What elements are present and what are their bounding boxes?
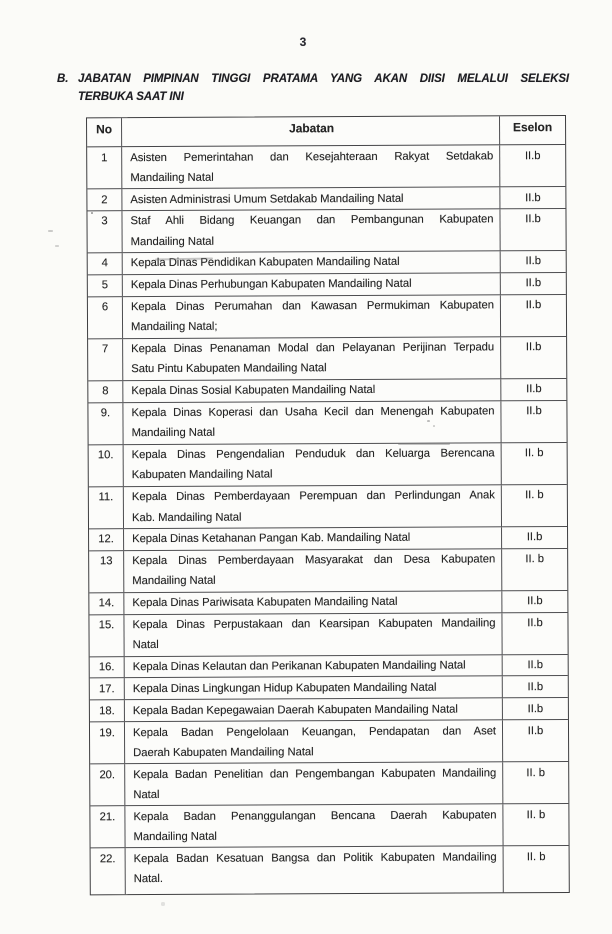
row-number-cell: 6: [101, 301, 109, 314]
eselon-cell: II.b: [525, 299, 542, 312]
table-row: [90, 761, 568, 805]
section-heading-line-1: JABATAN PIMPINAN TINGGI PRATAMA YANG AKAN DIISI MELALUI SELEKSI: [78, 73, 569, 85]
row-number-cell: 12.: [98, 533, 114, 546]
eselon-cell: II.b: [527, 681, 544, 694]
jabatan-cell: [124, 720, 503, 763]
table-header-row: [87, 116, 565, 147]
row-number-cell: 19.: [99, 726, 115, 739]
table-row: [88, 400, 566, 444]
jabatan-cell: [123, 591, 502, 614]
row-number-cell: 18.: [99, 704, 115, 718]
column-header-no: No: [96, 122, 113, 137]
table-row: [88, 272, 566, 296]
jabatan-cell: [124, 655, 503, 678]
jabatan-line: Kepala Badan Pengelolaan Keuangan, Pendapatan dan Aset: [132, 724, 497, 739]
table-row: [90, 803, 568, 847]
jabatan-line: Satu Pintu Kabupaten Mandailing Natal: [131, 362, 327, 376]
jabatan-line: Kepala Dinas Koperasi dan Usaha Kecil dan Menengah Kabupaten: [131, 405, 495, 420]
section-heading-line-2: TERBUKA SAAT INI: [78, 90, 184, 103]
jabatan-cell: [122, 251, 501, 274]
row-number-cell: 20.: [99, 768, 116, 781]
scan-smudge: [398, 443, 450, 445]
jabatan-line: Kepala Dinas Perpustakaan dan Kearsipan Kabupaten Mandailing: [132, 617, 496, 632]
table-row: [87, 186, 565, 210]
eselon-cell: II.b: [527, 724, 544, 737]
jabatan-line: Natal: [132, 639, 159, 652]
jabatan-line: Natal: [133, 788, 160, 802]
table-row: [89, 442, 567, 486]
jabatan-line: Kabupaten Mandailing Natal: [131, 468, 273, 482]
jabatan-line: Kepala Dinas Pengendalian Penduduk dan Keluarga Berencana: [131, 447, 495, 462]
jabatan-cell: [121, 209, 500, 252]
eselon-cell: II.b: [525, 191, 541, 204]
jabatan-line: Kepala Badan Kepegawaian Daerah Kabupaten Mandailing Natal: [132, 703, 458, 717]
jabatan-line: Kepala Dinas Penanaman Modal dan Pelayanan Perijinan Terpadu: [131, 341, 495, 356]
row-number-cell: 9.: [100, 407, 111, 420]
table-row: [89, 548, 567, 592]
page-number: 3: [299, 35, 307, 49]
scan-speck: [161, 902, 165, 906]
eselon-cell: II.b: [526, 405, 542, 418]
row-number-cell: 7: [101, 343, 109, 356]
eselon-cell: II.b: [525, 341, 542, 354]
eselon-cell: II. b: [525, 553, 544, 566]
jabatan-line: Kepala Dinas Ketahanan Pangan Kab. Mandailing Natal: [132, 532, 411, 546]
section-heading: [57, 71, 569, 106]
jabatan-line: Kepala Dinas Sosial Kabupaten Mandailing Natal: [131, 384, 376, 398]
jabatan-cell: [124, 805, 503, 848]
column-header-jabatan: Jabatan: [121, 116, 500, 146]
eselon-cell: II. b: [526, 766, 546, 779]
eselon-cell: II.b: [525, 213, 541, 226]
jabatan-line: Kepala Badan Penelitian dan Pengembangan Kabupaten Mandailing: [133, 766, 497, 781]
jabatan-line: Daerah Kabupaten Mandailing Natal: [133, 746, 314, 759]
eselon-cell: II.b: [524, 149, 541, 162]
row-number-cell: 2: [101, 193, 108, 206]
jabatan-line: Mandailing Natal: [130, 171, 214, 184]
positions-table: [86, 115, 570, 896]
eselon-cell: II.b: [525, 255, 541, 268]
row-number-cell: 21.: [99, 810, 116, 823]
jabatan-line: Kepala Dinas Lingkungan Hidup Kabupaten Mandailing Natal: [132, 681, 437, 696]
table-row: [89, 590, 567, 614]
table-row: [90, 719, 568, 763]
jabatan-line: Mandailing Natal: [132, 575, 216, 588]
jabatan-cell: [123, 485, 502, 528]
jabatan-cell: [121, 187, 500, 210]
jabatan-line: Kepala Dinas Pendidikan Kabupaten Mandailing Natal: [130, 256, 400, 270]
scan-speck: [427, 420, 430, 422]
table-row: [89, 612, 567, 656]
table-row: [88, 378, 566, 402]
jabatan-cell: [123, 549, 502, 592]
jabatan-line: Kepala Dinas Perhubungan Kabupaten Mandailing Natal: [130, 278, 412, 292]
scan-speck: [91, 212, 93, 214]
jabatan-line: Natal.: [133, 873, 163, 886]
table-row: [89, 526, 567, 550]
row-number-cell: 15.: [98, 619, 115, 632]
table-row: [88, 250, 566, 274]
scan-speck: [433, 425, 435, 427]
eselon-cell: II.b: [526, 531, 543, 544]
column-header-eselon: Eselon: [512, 120, 553, 135]
section-heading-text: [78, 71, 569, 106]
eselon-cell: II.b: [527, 659, 543, 672]
jabatan-line: Kepala Badan Kesatuan Bangsa dan Politik Kabupaten Mandailing: [133, 851, 497, 865]
jabatan-line: Staf Ahli Bidang Keuangan dan Pembangunan Kabupaten: [130, 213, 494, 228]
eselon-cell: II. b: [524, 447, 544, 460]
jabatan-line: Asisten Pemerintahan dan Kesejahteraan Rakyat Setdakab: [130, 149, 494, 164]
eselon-cell: II.b: [525, 277, 542, 290]
jabatan-cell: [122, 295, 501, 338]
row-number-cell: 8: [102, 385, 109, 398]
jabatan-line: Kepala Dinas Kelautan dan Perikanan Kabupaten Mandailing Natal: [132, 659, 466, 674]
row-number-cell: 13: [99, 555, 113, 568]
table-row: [89, 484, 567, 528]
table-row: [91, 845, 569, 894]
eselon-cell: II. b: [526, 808, 546, 821]
jabatan-line: Kepala Dinas Perumahan dan Kawasan Permukiman Kabupaten: [130, 299, 494, 314]
row-number-cell: 3: [101, 215, 108, 228]
table-row: [90, 675, 568, 699]
jabatan-line: Mandailing Natal;: [131, 321, 218, 334]
jabatan-cell: [123, 527, 502, 550]
eselon-cell: II. b: [525, 489, 544, 502]
jabatan-line: Kepala Dinas Pemberdayaan Perempuan dan Perlindungan Anak: [131, 489, 495, 504]
jabatan-cell: [122, 379, 501, 402]
row-number-cell: 11.: [98, 491, 114, 504]
jabatan-cell: [121, 145, 500, 188]
jabatan-line: Kepala Badan Penanggulangan Bencana Daerah Kabupaten: [133, 809, 497, 823]
jabatan-line: Mandailing Natal: [131, 427, 215, 440]
row-number-cell: 1: [101, 151, 108, 164]
jabatan-cell: [124, 699, 503, 722]
jabatan-cell: [124, 762, 503, 805]
table-row: [88, 294, 566, 338]
jabatan-line: Asisten Administrasi Umum Setdakab Mandailing Natal: [130, 192, 404, 206]
eselon-cell: II.b: [526, 383, 542, 396]
jabatan-line: Mandailing Natal: [130, 235, 215, 248]
jabatan-line: Kepala Dinas Pariwisata Kabupaten Mandailing Natal: [132, 596, 398, 610]
jabatan-cell: [123, 613, 502, 656]
row-number-cell: 17.: [98, 683, 115, 696]
row-number-cell: 14.: [98, 597, 115, 610]
scan-speck: [55, 245, 59, 247]
table-row: [87, 145, 565, 188]
eselon-cell: II.b: [527, 595, 543, 608]
eselon-cell: II.b: [527, 617, 543, 630]
table-row: [90, 697, 568, 721]
row-number-cell: 4: [101, 257, 108, 270]
jabatan-cell: [124, 677, 503, 700]
jabatan-cell: [123, 443, 502, 486]
jabatan-line: Mandailing Natal: [133, 830, 217, 844]
jabatan-cell: [122, 273, 501, 296]
row-number-cell: 5: [101, 279, 108, 292]
table-row: [90, 654, 568, 678]
row-number-cell: 22.: [99, 853, 116, 866]
scan-speck: [48, 230, 53, 232]
table-row: [87, 208, 565, 252]
jabatan-cell: [122, 337, 501, 380]
row-number-cell: 10.: [97, 449, 114, 462]
jabatan-cell: [125, 847, 504, 895]
eselon-cell: II. b: [526, 850, 546, 863]
eselon-cell: II.b: [527, 702, 544, 715]
jabatan-line: Kab. Mandailing Natal: [131, 511, 242, 524]
jabatan-line: Kepala Dinas Pemberdayaan Masyarakat dan Desa Kabupaten: [132, 553, 496, 568]
section-label: B.: [57, 73, 69, 85]
table-row: [88, 336, 566, 380]
jabatan-cell: [122, 401, 501, 444]
row-number-cell: 16.: [98, 661, 115, 674]
